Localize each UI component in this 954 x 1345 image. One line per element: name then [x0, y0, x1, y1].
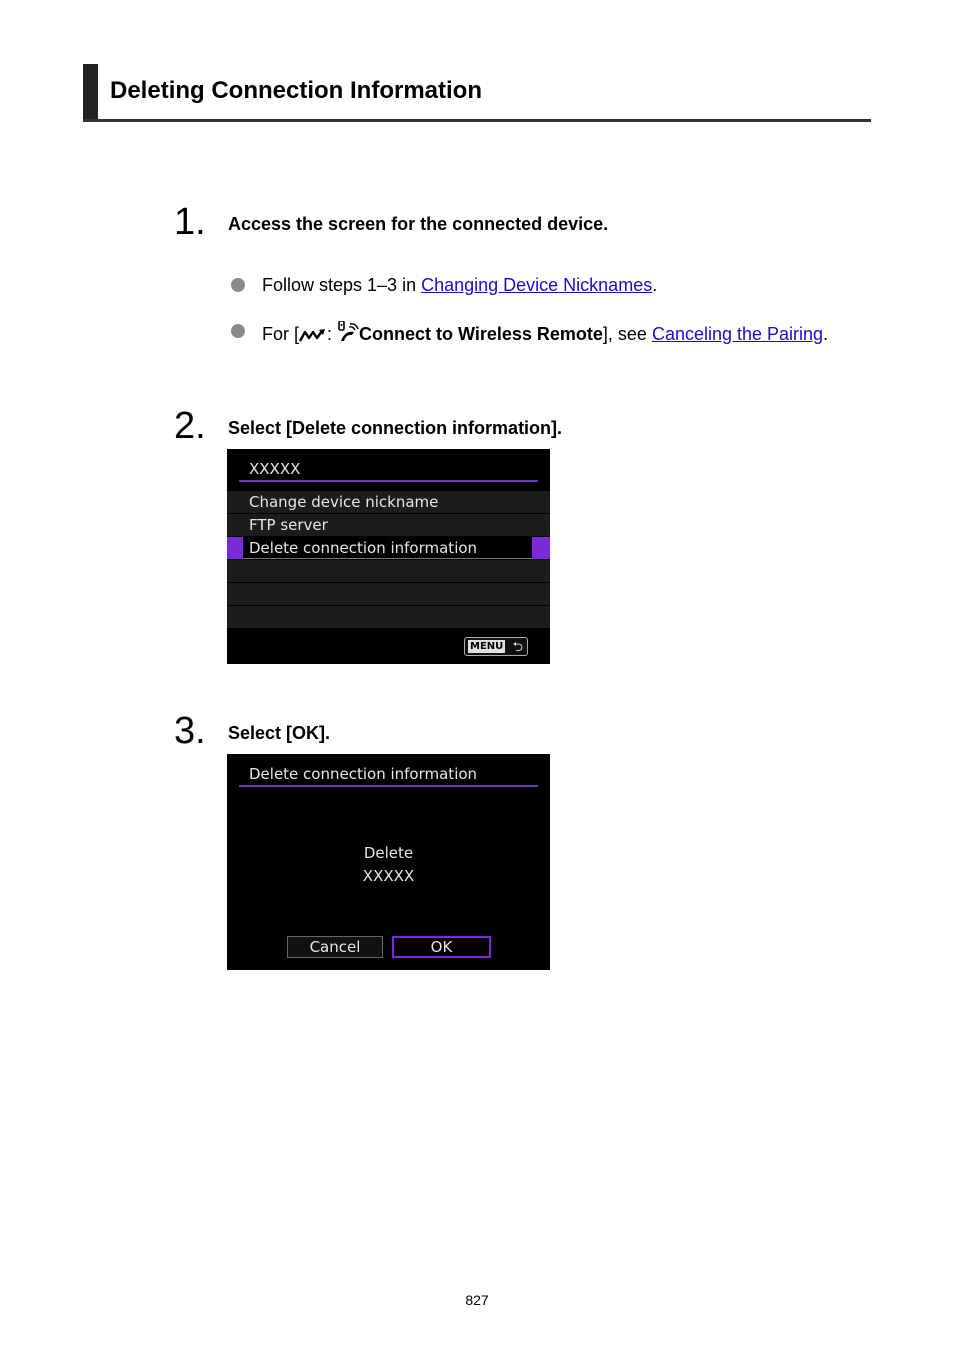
- bullet-2-before: For [: [262, 324, 300, 344]
- section-header-rule: [83, 119, 871, 122]
- section-header: [83, 64, 871, 122]
- step-1-number: 1.: [174, 201, 206, 243]
- bullet-icon: [231, 278, 245, 292]
- menu-return-button[interactable]: [464, 637, 528, 656]
- page-number: 827: [465, 1292, 489, 1308]
- menu-item-ftp-server[interactable]: [227, 514, 550, 536]
- title-rule: [239, 480, 538, 482]
- bullet-2-middle: ], see: [602, 324, 652, 344]
- wireless-remote-icon: [337, 321, 359, 348]
- menu-item-empty: [227, 560, 550, 582]
- bullet-2: [262, 321, 828, 348]
- step-2-number: 2.: [174, 405, 206, 447]
- menu-item-change-device-nickname[interactable]: [227, 491, 550, 513]
- section-header-bar: [83, 64, 98, 122]
- menu-item-label: Change device nickname: [249, 493, 439, 511]
- camera-screen-delete-confirm: [227, 754, 550, 970]
- menu-item-delete-connection-information[interactable]: [227, 537, 550, 559]
- step-3-text: Select [OK].: [228, 723, 331, 743]
- bullet-1-before: Follow steps 1–3 in: [262, 275, 422, 295]
- wireless-function-icon: [299, 327, 327, 348]
- device-name-title: XXXXX: [249, 460, 301, 478]
- bullet-1-after: .: [652, 275, 658, 295]
- bullet-icon: [231, 324, 245, 338]
- menu-item-empty: [227, 606, 550, 628]
- dialog-message-line2: XXXXX: [362, 867, 415, 885]
- cancel-button[interactable]: Cancel: [287, 936, 383, 958]
- camera-screen-device-menu: [227, 449, 550, 664]
- bullet-2-colon: :: [327, 324, 338, 344]
- bullet-2-after: .: [823, 324, 829, 344]
- ok-button[interactable]: OK: [392, 936, 491, 958]
- menu-item-empty: [227, 583, 550, 605]
- return-icon: ⮌: [512, 640, 523, 655]
- link-changing-device-nicknames[interactable]: Changing Device Nicknames: [421, 275, 653, 295]
- step-2-text: Select [Delete connection information].: [228, 418, 563, 438]
- dialog-title: Delete connection information: [249, 765, 478, 783]
- menu-button-label: MENU: [470, 641, 504, 652]
- section-title: Deleting Connection Information: [110, 77, 482, 104]
- title-rule: [239, 785, 538, 787]
- step-3-number: 3.: [174, 710, 206, 752]
- bullet-2-bold: Connect to Wireless Remote: [359, 324, 603, 344]
- bullet-1: [262, 275, 657, 296]
- menu-item-label: Delete connection information: [249, 539, 478, 557]
- link-canceling-the-pairing[interactable]: Canceling the Pairing: [651, 324, 824, 344]
- dialog-message-line1: Delete: [363, 844, 414, 862]
- menu-item-label: FTP server: [249, 516, 328, 534]
- step-1-text: Access the screen for the connected device.: [228, 214, 609, 234]
- selection-highlight: [243, 537, 532, 559]
